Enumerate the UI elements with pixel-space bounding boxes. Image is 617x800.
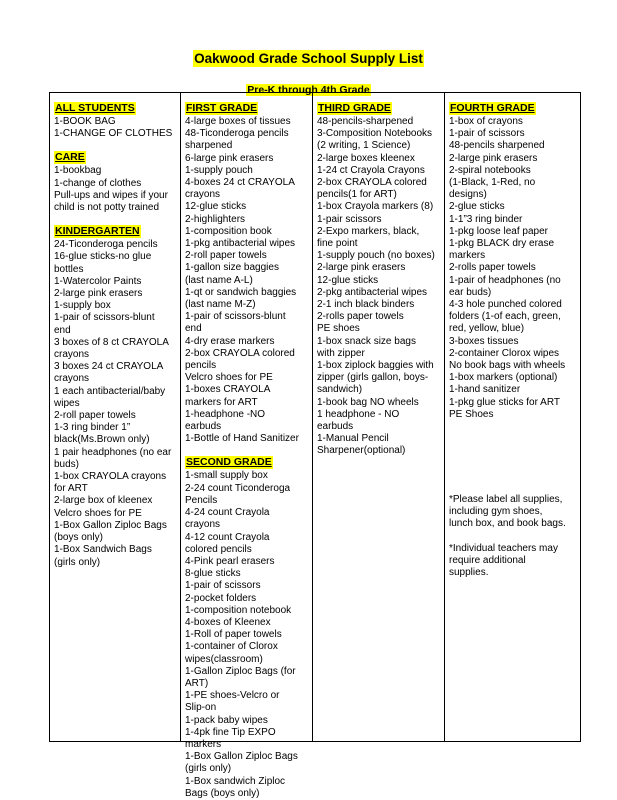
- supply-item: 12-glue sticks: [185, 201, 247, 213]
- supply-item: 4-24 count Crayola: [185, 507, 270, 519]
- page-title: Oakwood Grade School Supply List: [194, 51, 423, 66]
- supply-item: end: [54, 324, 71, 336]
- supply-item: (boys only): [54, 532, 103, 544]
- supply-item: PE shoes: [317, 323, 360, 335]
- supply-item: 2-box CRAYOLA colored: [185, 347, 295, 359]
- supply-item: 1-book bag NO wheels: [317, 396, 419, 408]
- supply-item: pencils: [185, 360, 217, 372]
- supply-item: sharpened: [185, 140, 233, 152]
- supply-item: wipes: [54, 397, 80, 409]
- supply-item: 2-roll paper towels: [185, 250, 267, 262]
- supply-item: 16-glue sticks-no glue: [54, 251, 152, 263]
- supply-item: end: [185, 323, 202, 335]
- supply-item: 1-pkg glue sticks for ART: [449, 396, 560, 408]
- supply-item: ART): [185, 677, 209, 689]
- supply-item: 2-pkg antibacterial wipes: [317, 286, 428, 298]
- column-4: [444, 93, 581, 741]
- note-line: supplies.: [449, 567, 489, 579]
- supply-item: 2-rolls paper towels: [449, 262, 536, 274]
- supply-item: markers: [449, 250, 486, 262]
- supply-item: colored pencils: [185, 543, 252, 555]
- supply-item: earbuds: [185, 421, 222, 433]
- supply-item: 3-Composition Notebooks: [317, 128, 433, 140]
- supply-item: for ART: [54, 483, 88, 495]
- supply-item: 1-pack baby wipes: [185, 714, 268, 726]
- supply-item: 4-large boxes of tissues: [185, 116, 291, 127]
- supply-item: 3 boxes of 8 ct CRAYOLA: [54, 336, 169, 348]
- supply-item: (last name M-Z): [185, 299, 256, 311]
- supply-item: ear buds): [449, 286, 492, 298]
- supply-item: 2-24 count Ticonderoga: [185, 482, 291, 494]
- supply-item: 1-pair of scissors-blunt: [54, 312, 155, 324]
- section-heading: CARE: [55, 151, 85, 164]
- supply-item: 1-CHANGE OF CLOTHES: [54, 128, 173, 140]
- supply-item: 1 headphone - NO: [317, 408, 400, 420]
- supply-item: 1-pair of scissors-blunt: [185, 311, 286, 323]
- supply-item: (last name A-L): [185, 274, 253, 286]
- supply-item: 1-supply box: [54, 300, 111, 312]
- supply-item: 1-1”3 ring binder: [449, 213, 523, 225]
- supply-item: 2-spiral notebooks: [449, 164, 531, 176]
- supply-item: child is not potty trained: [54, 202, 160, 214]
- supply-item: (2 writing, 1 Science): [317, 140, 411, 152]
- supply-item: 4-boxes 24 ct CRAYOLA: [185, 177, 295, 189]
- note-line: require additional: [449, 554, 526, 566]
- supply-item: Pencils: [185, 494, 218, 506]
- supply-item: 8-glue sticks: [185, 568, 241, 580]
- supply-item: (girls only): [185, 763, 232, 775]
- note-line: *Individual teachers may: [449, 542, 558, 554]
- supply-item: 1-BOOK BAG: [54, 116, 116, 127]
- supply-item: 1-change of clothes: [54, 177, 142, 189]
- supply-item: 1-pair of headphones (no: [449, 274, 561, 286]
- supply-item: markers for ART: [185, 396, 258, 408]
- section-heading: SECOND GRADE: [186, 456, 272, 469]
- column-2: [180, 93, 312, 799]
- supply-item: fine point: [317, 238, 358, 250]
- supply-item: 48-pencils-sharpened: [317, 116, 414, 127]
- supply-item: crayons: [54, 373, 90, 385]
- supply-item: 2-highlighters: [185, 213, 246, 225]
- note: [449, 494, 566, 531]
- supply-item: 1-hand sanitizer: [449, 384, 521, 396]
- section-heading: FIRST GRADE: [186, 102, 258, 114]
- supply-list: [317, 116, 444, 458]
- supply-item: 2-roll paper towels: [54, 410, 136, 422]
- supply-item: 2-pocket folders: [185, 592, 257, 604]
- supply-item: 2-large box of kleenex: [54, 495, 153, 507]
- supply-item: 1-pkg BLACK dry erase: [449, 238, 555, 250]
- supply-item: Velcro shoes for PE: [54, 507, 142, 519]
- supply-item: 2-1 inch black binders: [317, 299, 415, 311]
- supply-item: 1-box ziplock baggies with: [317, 360, 434, 372]
- supply-item: Sharpener(optional): [317, 445, 406, 457]
- supply-item: Slip-on: [185, 702, 217, 714]
- section-heading: KINDERGARTEN: [55, 225, 140, 238]
- supply-item: 3 boxes 24 ct CRAYOLA: [54, 361, 164, 373]
- note: [449, 543, 566, 580]
- supply-item: 1-Bottle of Hand Sanitizer: [185, 433, 299, 445]
- supply-table: [49, 92, 581, 799]
- supply-item: Pull-ups and wipes if your: [54, 189, 168, 201]
- supply-item: 1-24 ct Crayola Crayons: [317, 164, 425, 176]
- supply-item: 2-large pink erasers: [449, 152, 538, 164]
- supply-item: 1-composition notebook: [185, 604, 292, 616]
- supply-item: 2-large boxes kleenex: [317, 152, 415, 164]
- supply-item: 1-pair of scissors: [185, 580, 261, 592]
- supply-item: sandwich): [317, 384, 363, 396]
- supply-item: wipes(classroom): [185, 653, 263, 665]
- supply-item: 4-3 hole punched colored: [449, 299, 562, 311]
- supply-item: 1-pair scissors: [317, 213, 382, 225]
- supply-item: buds): [54, 458, 80, 470]
- supply-item: 1-Roll of paper towels: [185, 629, 282, 641]
- supply-item: pencils(1 for ART): [317, 189, 397, 201]
- supply-item: 4-Pink pearl erasers: [185, 555, 275, 567]
- supply-item: crayons: [185, 189, 221, 201]
- supply-item: 1-Manual Pencil: [317, 433, 389, 445]
- supply-item: 1-headphone -NO: [185, 408, 266, 420]
- supply-item: zipper (girls gallon, boys-: [317, 372, 429, 384]
- supply-item: 1-PE shoes-Velcro or: [185, 690, 280, 702]
- supply-item: 1-supply pouch: [185, 164, 253, 176]
- note-line: *Please label all supplies,: [449, 494, 563, 505]
- supply-item: 1-box markers (optional): [449, 372, 558, 384]
- supply-item: 1-Gallon Ziploc Bags (for: [185, 665, 296, 677]
- supply-item: 2-box CRAYOLA colored: [317, 177, 427, 189]
- supply-list: [54, 165, 180, 214]
- notes: [449, 494, 566, 579]
- supply-item: earbuds: [317, 421, 354, 433]
- supply-item: 48-pencils sharpened: [449, 140, 545, 152]
- supply-item: Velcro shoes for PE: [185, 372, 273, 384]
- column-1: [50, 93, 180, 741]
- supply-item: 2-rolls paper towels: [317, 311, 404, 323]
- column-3: [312, 93, 444, 741]
- supply-list: [54, 239, 180, 568]
- supply-item: 1-small supply box: [185, 470, 268, 482]
- supply-item: folders (1-of each, green,: [449, 311, 561, 323]
- supply-item: (1-Black, 1-Red, no: [449, 177, 536, 189]
- supply-item: 24-Ticonderoga pencils: [54, 239, 158, 251]
- supply-item: red, yellow, blue): [449, 323, 525, 335]
- supply-item: bottles: [54, 263, 84, 275]
- note-line: lunch box, and book bags.: [449, 518, 566, 530]
- supply-item: 1-box snack size bags: [317, 335, 416, 347]
- supply-item: 1-qt or sandwich baggies: [185, 286, 297, 298]
- supply-item: 1-Box Gallon Ziploc Bags: [54, 519, 167, 531]
- supply-item: 2-Expo markers, black,: [317, 225, 420, 237]
- supply-item: with zipper: [317, 347, 365, 359]
- supply-item: 1-container of Clorox: [185, 641, 278, 653]
- supply-item: designs): [449, 189, 487, 201]
- supply-item: 2-glue sticks: [449, 201, 505, 213]
- supply-list: [185, 470, 312, 799]
- supply-item: 1 pair headphones (no ear: [54, 446, 172, 458]
- supply-item: 1-boxes CRAYOLA: [185, 384, 271, 396]
- supply-item: 1-pkg loose leaf paper: [449, 225, 548, 237]
- supply-item: (girls only): [54, 556, 101, 568]
- supply-list: [185, 116, 312, 445]
- supply-item: 12-glue sticks: [317, 274, 379, 286]
- supply-item: 1-Box Gallon Ziploc Bags: [185, 751, 298, 763]
- supply-item: crayons: [185, 519, 221, 531]
- supply-item: 1-box CRAYOLA crayons: [54, 471, 167, 483]
- supply-item: 1-supply pouch (no boxes): [317, 250, 435, 262]
- supply-list: [449, 116, 581, 421]
- supply-item: 6-large pink erasers: [185, 152, 274, 164]
- supply-item: 1-4pk fine Tip EXPO: [185, 726, 276, 738]
- supply-item: 1-Watercolor Paints: [54, 275, 142, 287]
- supply-item: 2-container Clorox wipes: [449, 347, 560, 359]
- supply-item: 1-box of crayons: [449, 116, 523, 127]
- supply-item: 1-composition book: [185, 225, 272, 237]
- supply-item: 1-gallon size baggies: [185, 262, 279, 274]
- section-heading: FOURTH GRADE: [450, 102, 535, 114]
- supply-item: 4-dry erase markers: [185, 335, 275, 347]
- supply-item: 4-boxes of Kleenex: [185, 616, 271, 628]
- supply-item: 1-pkg antibacterial wipes: [185, 238, 296, 250]
- supply-item: 1-Box Sandwich Bags: [54, 544, 152, 556]
- note-line: including gym shoes,: [449, 506, 543, 518]
- supply-item: 1-pair of scissors: [449, 128, 525, 140]
- supply-item: 3-boxes tissues: [449, 335, 519, 347]
- supply-item: markers: [185, 738, 222, 750]
- supply-item: No book bags with wheels: [449, 360, 566, 372]
- supply-item: crayons: [54, 349, 90, 361]
- section-heading: THIRD GRADE: [318, 102, 391, 114]
- supply-item: 4-12 count Crayola: [185, 531, 270, 543]
- supply-item: 1-3 ring binder 1”: [54, 422, 131, 434]
- supply-item: 1-box Crayola markers (8): [317, 201, 434, 213]
- supply-item: 2-large pink erasers: [317, 262, 406, 274]
- supply-item: black(Ms.Brown only): [54, 434, 150, 446]
- supply-item: 1-Box sandwich Ziploc: [185, 775, 286, 787]
- supply-item: 2-large pink erasers: [54, 288, 143, 300]
- supply-item: PE Shoes: [449, 408, 494, 420]
- supply-item: 1 each antibacterial/baby: [54, 385, 166, 397]
- supply-item: Bags (boys only): [185, 787, 260, 799]
- page-subtitle: Pre-K through 4th Grade: [247, 84, 370, 96]
- supply-item: 48-Ticonderoga pencils: [185, 128, 289, 140]
- supply-list: [54, 116, 180, 140]
- section-heading: ALL STUDENTS: [55, 102, 135, 114]
- supply-item: 1-bookbag: [54, 165, 102, 177]
